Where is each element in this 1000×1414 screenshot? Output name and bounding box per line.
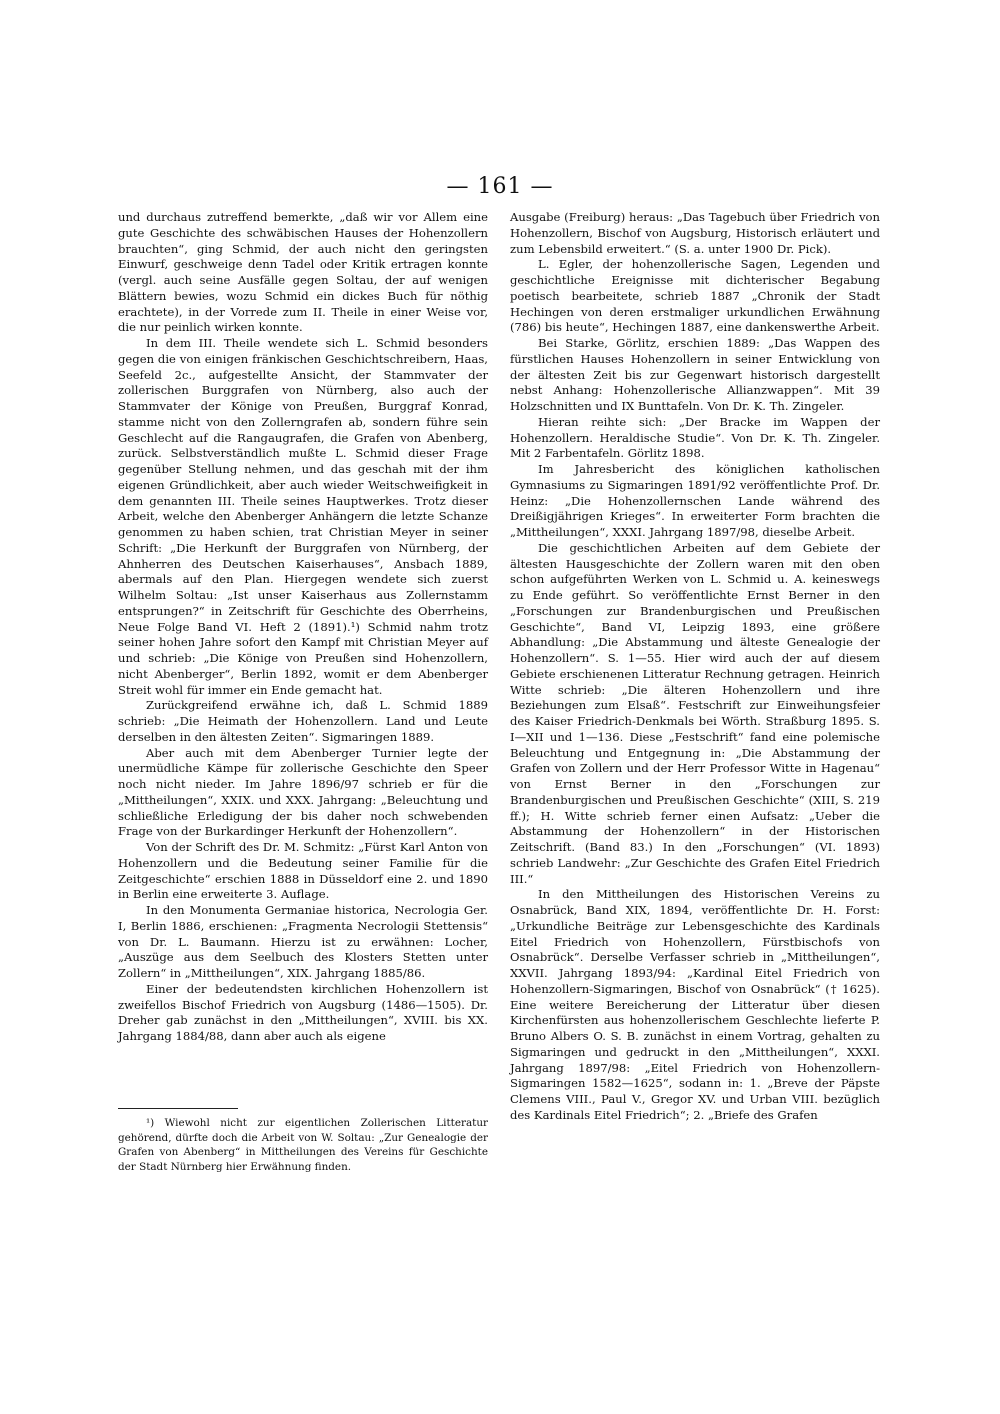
paragraph: Im Jahresbericht des königlichen katholischen Gymnasiums zu Sigmaringen 1891/92 veröffentlichte Prof. Dr. Heinz: „Die Hohenzollernschen Lande während des Dreißigjährigen Krieges“. In erweiterter Form brachten die „Mittheilungen“, XXXI. Jahrgang 1897/98, dieselbe Arbeit. bbox=[510, 462, 880, 539]
paragraph: Zurückgreifend erwähne ich, daß L. Schmid 1889 schrieb: „Die Heimath der Hohenzollern. Land und Leute derselben in den ältesten Zeiten“. Sigmaringen 1889. bbox=[118, 698, 488, 744]
right-column bbox=[510, 210, 880, 1124]
paragraph: Bei Starke, Görlitz, erschien 1889: „Das Wappen des fürstlichen Hauses Hohenzollern in seiner Entwicklung von der ältesten Zeit bis zur Gegenwart historisch dargestellt nebst Anhang: Hohenzollerische Allianzwappen“. Mit 39 Holzschnitten und IX Bunttafeln. Von Dr. K. Th. Zingeler. bbox=[510, 336, 880, 413]
paragraph: Einer der bedeutendsten kirchlichen Hohenzollern ist zweifellos Bischof Friedrich von Augsburg (1486—1505). Dr. Dreher gab zunächst in den „Mittheilungen“, XVIII. bis XX. Jahrgang 1884/88, dann aber auch als eigene bbox=[118, 981, 488, 1043]
left-column bbox=[118, 210, 488, 1045]
paragraph: In den Mittheilungen des Historischen Vereins zu Osnabrück, Band XIX, 1894, veröffentlichte Dr. H. Forst: „Urkundliche Beiträge zur Lebensgeschichte des Kardinals Eitel Friedrich von Hohenzollern, Fürstbischofs von Osnabrück“. Derselbe Verfasser schrieb in „Mittheilungen“, XXVII. Jahrgang 1893/94: „Kardinal Eitel Friedrich von Hohenzollern-Sigmaringen, Bischof von Osnabrück“ († 1625). Eine weitere Bereicherung der Litteratur über diesen Kirchenfürsten aus hohenzollerischem Geschlechte lieferte P. Bruno Albers O. S. B. zunächst in einem Vortrag, gehalten zu Sigmaringen und gedruckt in den „Mittheilungen“, XXXI. Jahrgang 1897/98: „Eitel Friedrich von Hohenzollern-Sigmaringen 1582—1625“, sodann in: 1. „Breve der Päpste Clemens VIII., Paul V., Gregor XV. und Urban VIII. bezüglich des Kardinals Eitel Friedrich“; 2. „Briefe des Grafen bbox=[510, 887, 880, 1122]
paragraph: und durchaus zutreffend bemerkte, „daß wir vor Allem eine gute Geschichte des schwäbischen Hauses der Hohenzollern brauchten“, ging Schmid, der auch nicht den geringsten Einwurf, geschweige denn Tadel oder Kritik ertragen konnte (vergl. auch seine Ausfälle gegen Soltau, der auf wenigen Blättern bewies, wozu Schmid ein dickes Buch für nöthig erachtete), in der Vorrede zum II. Theile in einer Weise vor, die nur peinlich wirken konnte. bbox=[118, 210, 488, 335]
page-number: — 161 — bbox=[446, 174, 554, 199]
paragraph: Die geschichtlichen Arbeiten auf dem Gebiete der ältesten Hausgeschichte der Zollern waren mit den oben schon aufgeführten Werken von L. Schmid u. A. keineswegs zu Ende geführt. So veröffentlichte Ernst Berner in den „Forschungen zur Brandenburgischen und Preußischen Geschichte“, Band VI, Leipzig 1893, eine größere Abhandlung: „Die Abstammung und älteste Genealogie der Hohenzollern“. S. 1—55. Hier wird auch der auf diesem Gebiete erschienenen Litteratur Rechnung getragen. Heinrich Witte schrieb: „Die älteren Hohenzollern und ihre Beziehungen zum Elsaß“. Festschrift zur Einweihungsfeier des Kaiser Friedrich-Denkmals bei Wörth. Straßburg 1895. S. I—XII und 1—136. Diese „Festschrift“ fand eine polemische Beleuchtung und Entgegnung in: „Die Abstammung der Grafen von Zollern und der Herr Professor Witte in Hagenau“ von Ernst Berner in den „Forschungen zur Brandenburgischen und Preußischen Geschichte“ (XIII, S. 219 ff.); H. Witte schrieb ferner einen Aufsatz: „Ueber die Abstammung der Hohenzollern“ in der Historischen Zeitschrift. (Band 83.) In den „Forschungen“ (VI. 1893) schrieb Landwehr: „Zur Geschichte des Grafen Eitel Friedrich III.“ bbox=[510, 540, 880, 886]
footnote bbox=[118, 1116, 488, 1174]
paragraph: In den Monumenta Germaniae historica, Necrologia Ger. I, Berlin 1886, erschienen: „Fragmenta Necrologii Stettensis“ von Dr. L. Baumann. Hierzu ist zu erwähnen: Locher, „Auszüge aus dem Seelbuch des Klosters Stetten unter Zollern“ in „Mittheilungen“, XIX. Jahrgang 1885/86. bbox=[118, 903, 488, 980]
paragraph: In dem III. Theile wendete sich L. Schmid besonders gegen die von einigen fränkischen Geschichtschreibern, Haas, Seefeld 2c., aufgestellte Ansicht, der Stammvater der zollerischen Burggrafen von Nürnberg, also auch der Stammvater der Könige von Preußen, Burggraf Konrad, stamme nicht von den Zollerngrafen ab, sondern führe sein Geschlecht auf die Rangaugrafen, die Grafen von Abenberg, zurück. Selbstverständlich mußte L. Schmid dieser Frage gegenüber Stellung nehmen, und das geschah mit der ihm eigenen Gründlichkeit, aber auch wieder Weitschweifigkeit in dem genannten III. Theile seines Hauptwerkes. Trotz dieser Arbeit, welche den Abenberger Anhängern die letzte Schanze genommen zu haben schien, trat Christian Meyer in seiner Schrift: „Die Herkunft der Burggrafen von Nürnberg, der Ahnherren des Deutschen Kaiserhauses“, Ansbach 1889, abermals auf den Plan. Hiergegen wendete sich zuerst Wilhelm Soltau: „Ist unser Kaiserhaus aus Zollernstamm entsprungen?“ in Zeitschrift für Geschichte des Oberrheins, Neue Folge Band VI. Heft 2 (1891).¹) Schmid nahm trotz seiner hohen Jahre sofort den Kampf mit Christian Meyer auf und schrieb: „Die Könige von Preußen sind Hohenzollern, nicht Abenberger“, Berlin 1892, womit er dem Abenberger Streit wohl für immer ein Ende gemacht hat. bbox=[118, 336, 488, 697]
paragraph: L. Egler, der hohenzollerische Sagen, Legenden und geschichtliche Ereignisse mit dichterischer Begabung poetisch bearbeitete, schrieb 1887 „Chronik der Stadt Hechingen von deren erstmaliger urkundlichen Erwähnung (786) bis heute“, Hechingen 1887, eine dankenswerthe Arbeit. bbox=[510, 257, 880, 335]
paragraph: Aber auch mit dem Abenberger Turnier legte der unermüdliche Kämpe für zollerische Geschichte den Speer noch nicht nieder. Im Jahre 1896/97 schrieb er für die „Mittheilungen“, XXIX. und XXX. Jahrgang: „Beleuchtung und schließliche Erledigung der bis daher noch schwebenden Frage von der Burkardinger Herkunft der Hohenzollern“. bbox=[118, 745, 488, 839]
footnote-text: ¹) Wiewohl nicht zur eigentlichen Zollerischen Litteratur gehörend, dürfte doch die Arbeit von W. Soltau: „Zur Genealogie der Grafen von Abenberg“ in Mittheilungen des Vereins für Geschichte der Stadt Nürnberg hier Erwähnung finden. bbox=[118, 1117, 488, 1173]
paragraph: Hieran reihte sich: „Der Bracke im Wappen der Hohenzollern. Heraldische Studie“. Von Dr. K. Th. Zingeler. Mit 2 Farbentafeln. Görlitz 1898. bbox=[510, 414, 880, 461]
footnote-divider bbox=[118, 1108, 238, 1109]
paragraph: Von der Schrift des Dr. M. Schmitz: „Fürst Karl Anton von Hohenzollern und die Bedeutung seiner Familie für die Zeitgeschichte“ erschien 1888 in Düsseldorf eine 2. und 1890 in Berlin eine erweiterte 3. Auflage. bbox=[118, 840, 488, 902]
paragraph: Ausgabe (Freiburg) heraus: „Das Tagebuch über Friedrich von Hohenzollern, Bischof von Augsburg, Historisch erläutert und zum Lebensbild erweitert.“ (S. a. unter 1900 Dr. Pick). bbox=[510, 210, 880, 256]
